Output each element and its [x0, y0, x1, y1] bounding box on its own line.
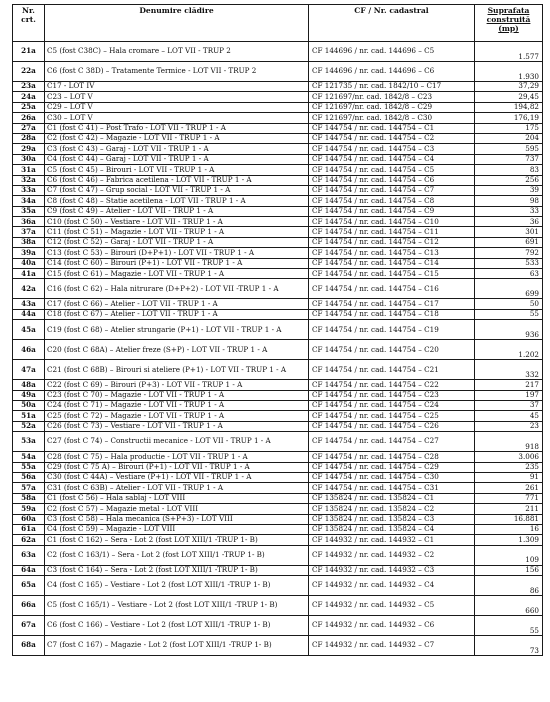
- cell-cf: CF 144754 / nr. cad. 144754 – C15: [309, 269, 475, 279]
- cell-name: C7 (fost C 167) – Magazie - Lot 2 (fost LOT XIII/1 -TRUP 1- B): [45, 636, 309, 656]
- cell-name: C19 (fost C 68) – Atelier strungarie (P+1) - LOT VII - TRUP 1 - A: [45, 320, 309, 340]
- cell-nr: 36a: [13, 217, 45, 227]
- cell-cf: CF 121697/nr. cad. 1842/8 – C23: [309, 92, 475, 102]
- cell-area: 175: [475, 123, 543, 133]
- cell-nr: 66a: [13, 596, 45, 616]
- table-row: [13, 462, 543, 472]
- cell-cf: CF 144754 / nr. cad. 144754 – C22: [309, 380, 475, 390]
- cell-name: C1 (fost C 162) – Sera - Lot 2 (fost LOT XIII/1 -TRUP 1- B): [45, 535, 309, 545]
- table-row: [13, 360, 543, 380]
- cell-name: C25 (fost C 72) – Magazie - LOT VII - TRUP 1 - A: [45, 411, 309, 421]
- cell-area: 50: [475, 299, 543, 309]
- table-row: [13, 237, 543, 247]
- cell-area: 771: [475, 493, 543, 503]
- cell-area: 91: [475, 472, 543, 482]
- cell-nr: 43a: [13, 299, 45, 309]
- cell-area: 156: [475, 565, 543, 575]
- table-row: [13, 299, 543, 309]
- cell-area: 176,19: [475, 113, 543, 123]
- cell-area: 261: [475, 483, 543, 493]
- cell-cf: CF 135824 / nr. cad. 135824 – C1: [309, 493, 475, 503]
- table-row: [13, 545, 543, 565]
- cell-cf: CF 135824 / nr. cad. 135824 – C2: [309, 504, 475, 514]
- cell-name: C29 – LOT V: [45, 102, 309, 112]
- cell-nr: 32a: [13, 175, 45, 185]
- cell-nr: 34a: [13, 196, 45, 206]
- table-row: [13, 258, 543, 268]
- cell-name: C11 (fost C 51) – Magazie - LOT VII - TRUP 1 - A: [45, 227, 309, 237]
- table-row: [13, 144, 543, 154]
- cell-name: C29 (fost C 75 A) – Birouri (P+1) - LOT VII - TRUP 1 - A: [45, 462, 309, 472]
- cell-area: 936: [475, 320, 543, 340]
- cell-area: 235: [475, 462, 543, 472]
- cell-cf: CF 144754 / nr. cad. 144754 – C26: [309, 421, 475, 431]
- cell-name: C5 (fost C 45) – Birouri - LOT VII - TRUP 1 - A: [45, 165, 309, 175]
- cell-cf: CF 144754 / nr. cad. 144754 – C8: [309, 196, 475, 206]
- cell-name: C18 (fost C 67) – Atelier - LOT VII - TRUP 1 - A: [45, 309, 309, 319]
- cell-name: C26 (fost C 73) – Vestiare - LOT VII - TRUP 1 - A: [45, 421, 309, 431]
- cell-nr: 28a: [13, 133, 45, 143]
- table-row: [13, 309, 543, 319]
- cell-name: C14 (fost C 60) – Birouri (P+1) - LOT VII - TRUP 1 - A: [45, 258, 309, 268]
- table-row: [13, 217, 543, 227]
- cell-nr: 67a: [13, 616, 45, 636]
- cell-nr: 29a: [13, 144, 45, 154]
- document-page: [12, 4, 542, 699]
- cell-area: 45: [475, 411, 543, 421]
- cell-nr: 56a: [13, 472, 45, 482]
- cell-cf: CF 144754 / nr. cad. 144754 – C19: [309, 320, 475, 340]
- cell-area: 39: [475, 185, 543, 195]
- cell-area: 55: [475, 309, 543, 319]
- cell-nr: 44a: [13, 309, 45, 319]
- table-row: [13, 206, 543, 216]
- cell-area: 533: [475, 258, 543, 268]
- cell-name: C27 (fost C 74) – Constructii mecanice - LOT VII - TRUP 1 - A: [45, 432, 309, 452]
- table-body: [13, 42, 543, 656]
- table-row: [13, 504, 543, 514]
- cell-nr: 68a: [13, 636, 45, 656]
- table-row: [13, 82, 543, 92]
- cell-nr: 63a: [13, 545, 45, 565]
- table-row: [13, 248, 543, 258]
- cell-area: 37: [475, 400, 543, 410]
- cell-name: C24 (fost C 71) – Magazie - LOT VII - TRUP 1 - A: [45, 400, 309, 410]
- cell-area: 23: [475, 421, 543, 431]
- table-row: [13, 390, 543, 400]
- cell-nr: 33a: [13, 185, 45, 195]
- cell-area: 217: [475, 380, 543, 390]
- cell-nr: 59a: [13, 504, 45, 514]
- table-row: [13, 320, 543, 340]
- cell-name: C2 (fost C 57) – Magazie metal - LOT VIII: [45, 504, 309, 514]
- cell-area: 109: [475, 545, 543, 565]
- cell-cf: CF 144932 / nr. cad. 144932 – C1: [309, 535, 475, 545]
- cell-cf: CF 144754 / nr. cad. 144754 – C21: [309, 360, 475, 380]
- cell-area: 332: [475, 360, 543, 380]
- cell-nr: 24a: [13, 92, 45, 102]
- cell-area: 197: [475, 390, 543, 400]
- cell-name: C3 (fost C 164) – Sera - Lot 2 (fost LOT XIII/1 -TRUP 1- B): [45, 565, 309, 575]
- cell-cf: CF 144754 / nr. cad. 144754 – C27: [309, 432, 475, 452]
- table-row: [13, 400, 543, 410]
- cell-nr: 22a: [13, 62, 45, 82]
- table-row: [13, 514, 543, 524]
- cell-nr: 46a: [13, 340, 45, 360]
- cell-nr: 61a: [13, 524, 45, 534]
- table-header-row: [13, 5, 543, 42]
- cell-cf: CF 144932 / nr. cad. 144932 – C2: [309, 545, 475, 565]
- cell-nr: 35a: [13, 206, 45, 216]
- table-row: [13, 524, 543, 534]
- cell-cf: CF 144754 / nr. cad. 144754 – C6: [309, 175, 475, 185]
- table-row: [13, 102, 543, 112]
- cell-area: 1.309: [475, 535, 543, 545]
- cell-cf: CF 144754 / nr. cad. 144754 – C13: [309, 248, 475, 258]
- cell-name: C7 (fost C 47) – Grup social - LOT VII - TRUP 1 - A: [45, 185, 309, 195]
- header-area: Suprafata construită (mp): [475, 5, 543, 42]
- table-row: [13, 636, 543, 656]
- table-row: [13, 596, 543, 616]
- table-row: [13, 165, 543, 175]
- cell-name: C5 (fost C 165/1) – Vestiare - Lot 2 (fost LOT XIII/1 -TRUP 1- B): [45, 596, 309, 616]
- table-row: [13, 432, 543, 452]
- table-row: [13, 133, 543, 143]
- cell-nr: 51a: [13, 411, 45, 421]
- cell-cf: CF 144932 / nr. cad. 144932 – C7: [309, 636, 475, 656]
- cell-name: C13 (fost C 53) – Birouri (D+P+1) - LOT VII - TRUP 1 - A: [45, 248, 309, 258]
- cell-area: 73: [475, 636, 543, 656]
- cell-cf: CF 144932 / nr. cad. 144932 – C6: [309, 616, 475, 636]
- table-row: [13, 269, 543, 279]
- cell-area: 3.006: [475, 452, 543, 462]
- table-row: [13, 113, 543, 123]
- cell-cf: CF 144754 / nr. cad. 144754 – C23: [309, 390, 475, 400]
- cell-cf: CF 144754 / nr. cad. 144754 – C12: [309, 237, 475, 247]
- cell-name: C23 – LOT V: [45, 92, 309, 102]
- cell-cf: CF 121735 / nr. cad. 1842/10 – C17: [309, 82, 475, 92]
- table-row: [13, 493, 543, 503]
- cell-area: 699: [475, 279, 543, 299]
- cell-area: 918: [475, 432, 543, 452]
- cell-name: C12 (fost C 52) – Garaj - LOT VII - TRUP 1 - A: [45, 237, 309, 247]
- table-row: [13, 535, 543, 545]
- cell-cf: CF 144754 / nr. cad. 144754 – C18: [309, 309, 475, 319]
- table-row: [13, 616, 543, 636]
- cell-name: C16 (fost C 62) – Hala nitrurare (D+P+2) - LOT VII -TRUP 1 - A: [45, 279, 309, 299]
- table-row: [13, 196, 543, 206]
- cell-nr: 42a: [13, 279, 45, 299]
- cell-name: C4 (fost C 59) – Magazie - LOT VIII: [45, 524, 309, 534]
- cell-name: C6 (fost C 38D) – Tratamente Termice - LOT VII - TRUP 2: [45, 62, 309, 82]
- cell-name: C10 (fost C 50) – Vestiare - LOT VII - TRUP 1 - A: [45, 217, 309, 227]
- cell-nr: 23a: [13, 82, 45, 92]
- cell-area: 36: [475, 217, 543, 227]
- cell-nr: 65a: [13, 576, 45, 596]
- cell-cf: CF 144754 / nr. cad. 144754 – C29: [309, 462, 475, 472]
- table-row: [13, 62, 543, 82]
- cell-nr: 37a: [13, 227, 45, 237]
- cell-area: 211: [475, 504, 543, 514]
- cell-cf: CF 144754 / nr. cad. 144754 – C3: [309, 144, 475, 154]
- cell-name: C22 (fost C 69) – Birouri (P+3) - LOT VII - TRUP 1 - A: [45, 380, 309, 390]
- cell-nr: 40a: [13, 258, 45, 268]
- cell-nr: 27a: [13, 123, 45, 133]
- cell-name: C9 (fost C 49) – Atelier - LOT VII - TRUP 1 - A: [45, 206, 309, 216]
- cell-area: 16: [475, 524, 543, 534]
- cell-name: C31 (fost C 63B) – Atelier - LOT VII - TRUP 1 - A: [45, 483, 309, 493]
- table-row: [13, 154, 543, 164]
- cell-name: C30 (fost C 44A) – Vestiare (P+1) - LOT VII - TRUP 1 - A: [45, 472, 309, 482]
- cell-nr: 25a: [13, 102, 45, 112]
- cell-name: C6 (fost C 166) – Vestiare - Lot 2 (fost LOT XIII/1 -TRUP 1- B): [45, 616, 309, 636]
- table-row: [13, 340, 543, 360]
- cell-area: 256: [475, 175, 543, 185]
- cell-area: 98: [475, 196, 543, 206]
- cell-cf: CF 135824 / nr. cad. 135824 – C3: [309, 514, 475, 524]
- table-row: [13, 565, 543, 575]
- cell-area: 660: [475, 596, 543, 616]
- cell-nr: 60a: [13, 514, 45, 524]
- cell-name: C2 (fost C 163/1) – Sera - Lot 2 (fost LOT XIII/1 -TRUP 1- B): [45, 545, 309, 565]
- cell-area: 83: [475, 165, 543, 175]
- table-row: [13, 185, 543, 195]
- cell-area: 37,29: [475, 82, 543, 92]
- buildings-table: [12, 4, 543, 656]
- cell-area: 595: [475, 144, 543, 154]
- cell-cf: CF 144754 / nr. cad. 144754 – C24: [309, 400, 475, 410]
- cell-name: C4 (fost C 44) – Garaj - LOT VII - TRUP 1 - A: [45, 154, 309, 164]
- cell-name: C2 (fost C 42) – Magazie - LOT VII - TRUP 1 - A: [45, 133, 309, 143]
- cell-area: 1.930: [475, 62, 543, 82]
- table-row: [13, 421, 543, 431]
- cell-name: C15 (fost C 61) – Magazie - LOT VII - TRUP 1 - A: [45, 269, 309, 279]
- table-row: [13, 279, 543, 299]
- cell-nr: 41a: [13, 269, 45, 279]
- cell-nr: 21a: [13, 42, 45, 62]
- cell-area: 301: [475, 227, 543, 237]
- cell-cf: CF 121697/nr. cad. 1842/8 – C30: [309, 113, 475, 123]
- table-row: [13, 483, 543, 493]
- table-row: [13, 42, 543, 62]
- cell-cf: CF 144754 / nr. cad. 144754 – C17: [309, 299, 475, 309]
- table-row: [13, 123, 543, 133]
- cell-area: 55: [475, 616, 543, 636]
- cell-cf: CF 144932 / nr. cad. 144932 – C3: [309, 565, 475, 575]
- cell-area: 204: [475, 133, 543, 143]
- cell-name: C4 (fost C 165) – Vestiare - Lot 2 (fost LOT XIII/1 -TRUP 1- B): [45, 576, 309, 596]
- cell-cf: CF 144696 / nr. cad. 144696 – C5: [309, 42, 475, 62]
- cell-cf: CF 144754 / nr. cad. 144754 – C16: [309, 279, 475, 299]
- table-row: [13, 380, 543, 390]
- cell-cf: CF 144754 / nr. cad. 144754 – C2: [309, 133, 475, 143]
- cell-name: C3 (fost C 58) – Hala mecanica (S+P+3) - LOT VIII: [45, 514, 309, 524]
- cell-cf: CF 144932 / nr. cad. 144932 – C4: [309, 576, 475, 596]
- cell-name: C23 (fost C 70) – Magazie - LOT VII - TRUP 1 - A: [45, 390, 309, 400]
- cell-nr: 53a: [13, 432, 45, 452]
- cell-cf: CF 144754 / nr. cad. 144754 – C5: [309, 165, 475, 175]
- cell-nr: 57a: [13, 483, 45, 493]
- cell-area: 194,82: [475, 102, 543, 112]
- cell-nr: 26a: [13, 113, 45, 123]
- cell-area: 63: [475, 269, 543, 279]
- cell-cf: CF 144754 / nr. cad. 144754 – C1: [309, 123, 475, 133]
- cell-cf: CF 144754 / nr. cad. 144754 – C31: [309, 483, 475, 493]
- cell-area: 33: [475, 206, 543, 216]
- cell-area: 1.577: [475, 42, 543, 62]
- cell-name: C3 (fost C 43) – Garaj - LOT VII - TRUP 1 - A: [45, 144, 309, 154]
- cell-nr: 48a: [13, 380, 45, 390]
- cell-area: 86: [475, 576, 543, 596]
- table-row: [13, 411, 543, 421]
- cell-cf: CF 144696 / nr. cad. 144696 – C6: [309, 62, 475, 82]
- cell-name: C6 (fost C 46) – Fabrica acetilena - LOT VII - TRUP 1 - A: [45, 175, 309, 185]
- cell-area: 16.881: [475, 514, 543, 524]
- cell-nr: 39a: [13, 248, 45, 258]
- cell-nr: 58a: [13, 493, 45, 503]
- cell-cf: CF 144754 / nr. cad. 144754 – C20: [309, 340, 475, 360]
- cell-cf: CF 135824 / nr. cad. 135824 – C4: [309, 524, 475, 534]
- cell-nr: 52a: [13, 421, 45, 431]
- cell-nr: 47a: [13, 360, 45, 380]
- cell-area: 29,45: [475, 92, 543, 102]
- cell-nr: 45a: [13, 320, 45, 340]
- cell-name: C8 (fost C 48) – Statie acetilena - LOT VII - TRUP 1 - A: [45, 196, 309, 206]
- cell-nr: 31a: [13, 165, 45, 175]
- cell-nr: 62a: [13, 535, 45, 545]
- cell-nr: 54a: [13, 452, 45, 462]
- cell-nr: 38a: [13, 237, 45, 247]
- header-name: Denumire clădire: [45, 5, 309, 42]
- cell-nr: 50a: [13, 400, 45, 410]
- cell-nr: 55a: [13, 462, 45, 472]
- cell-cf: CF 121697/nr. cad. 1842/8 – C29: [309, 102, 475, 112]
- table-row: [13, 452, 543, 462]
- table-row: [13, 576, 543, 596]
- cell-cf: CF 144754 / nr. cad. 144754 – C14: [309, 258, 475, 268]
- cell-nr: 49a: [13, 390, 45, 400]
- cell-nr: 30a: [13, 154, 45, 164]
- cell-cf: CF 144754 / nr. cad. 144754 – C7: [309, 185, 475, 195]
- table-row: [13, 472, 543, 482]
- table-row: [13, 175, 543, 185]
- cell-cf: CF 144754 / nr. cad. 144754 – C4: [309, 154, 475, 164]
- cell-cf: CF 144754 / nr. cad. 144754 – C30: [309, 472, 475, 482]
- cell-cf: CF 144754 / nr. cad. 144754 – C28: [309, 452, 475, 462]
- cell-nr: 64a: [13, 565, 45, 575]
- cell-name: C28 (fost C 75) – Hala productie - LOT VII - TRUP 1 - A: [45, 452, 309, 462]
- cell-area: 691: [475, 237, 543, 247]
- cell-name: C21 (fost C 68B) – Birouri si ateliere (P+1) - LOT VII - TRUP 1 - A: [45, 360, 309, 380]
- cell-name: C30 – LOT V: [45, 113, 309, 123]
- table-row: [13, 227, 543, 237]
- cell-area: 737: [475, 154, 543, 164]
- cell-area: 792: [475, 248, 543, 258]
- table-row: [13, 92, 543, 102]
- cell-name: C1 (fost C 41) – Post Trafo - LOT VII - TRUP 1 - A: [45, 123, 309, 133]
- cell-cf: CF 144754 / nr. cad. 144754 – C10: [309, 217, 475, 227]
- cell-area: 1.202: [475, 340, 543, 360]
- header-nr: Nr. crt.: [13, 5, 45, 42]
- cell-cf: CF 144932 / nr. cad. 144932 – C5: [309, 596, 475, 616]
- cell-name: C17 - LOT IV: [45, 82, 309, 92]
- cell-cf: CF 144754 / nr. cad. 144754 – C25: [309, 411, 475, 421]
- cell-name: C5 (fost C38C) – Hala cromare – LOT VII - TRUP 2: [45, 42, 309, 62]
- cell-cf: CF 144754 / nr. cad. 144754 – C11: [309, 227, 475, 237]
- cell-name: C20 (fost C 68A) – Atelier freze (S+P) - LOT VII - TRUP 1 - A: [45, 340, 309, 360]
- header-cf: CF / Nr. cadastral: [309, 5, 475, 42]
- cell-name: C1 (fost C 56) – Hala sablaj - LOT VIII: [45, 493, 309, 503]
- cell-name: C17 (fost C 66) – Atelier - LOT VII - TRUP 1 - A: [45, 299, 309, 309]
- cell-cf: CF 144754 / nr. cad. 144754 – C9: [309, 206, 475, 216]
